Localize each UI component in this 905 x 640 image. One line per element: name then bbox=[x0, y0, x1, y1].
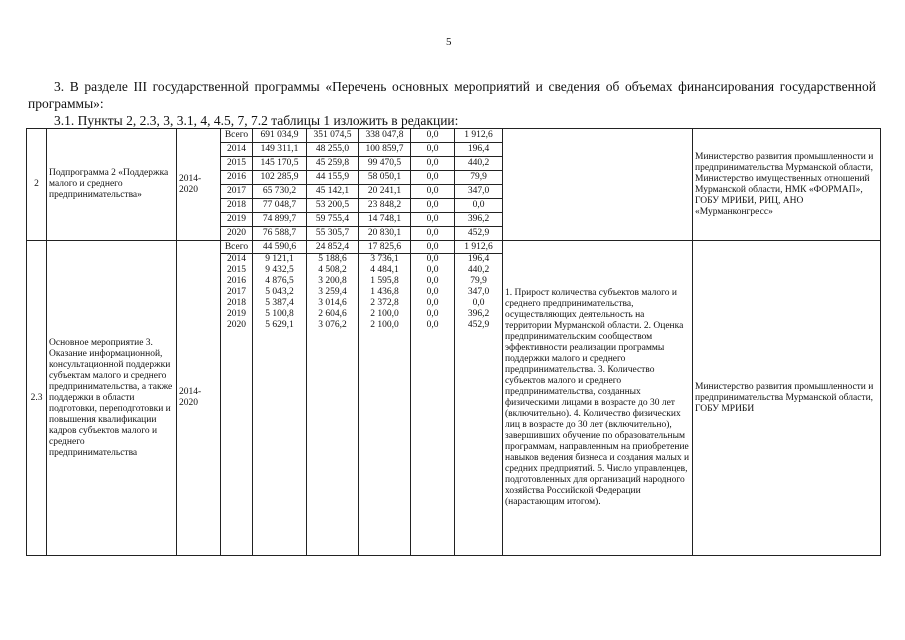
year-cell: 2018 bbox=[221, 199, 253, 213]
value-line: 2 100,0 bbox=[370, 309, 399, 319]
value-line: 396,2 bbox=[467, 309, 490, 319]
value-line: 2014 bbox=[227, 254, 246, 264]
extra-cell: 1 912,6 bbox=[455, 241, 503, 254]
year-cell: 2014 bbox=[221, 143, 253, 157]
value-line: 3 076,2 bbox=[318, 320, 347, 330]
regional-cell: 99 470,5 bbox=[359, 157, 411, 171]
extra-cell: 440,2 bbox=[455, 157, 503, 171]
total-cell: 145 170,5 bbox=[253, 157, 307, 171]
value-line: 5 188,6 bbox=[318, 254, 347, 264]
extra-cell: 1 912,6 bbox=[455, 129, 503, 143]
value-line: 1 595,8 bbox=[370, 276, 399, 286]
row-2-3-group bbox=[27, 241, 881, 556]
value-line: 0,0 bbox=[426, 254, 439, 264]
federal-cell bbox=[307, 254, 359, 556]
value-line: 2017 bbox=[227, 287, 246, 297]
extra-cell bbox=[455, 254, 503, 556]
value-line: 3 014,6 bbox=[318, 298, 347, 308]
regional-cell: 17 825,6 bbox=[359, 241, 411, 254]
federal-cell: 45 142,1 bbox=[307, 185, 359, 199]
intro-paragraph: 3. В разделе III государственной программы «Перечень основных мероприятий и сведения об объемах финансирования государственной программы»: bbox=[28, 79, 876, 111]
value-line: 5 387,4 bbox=[265, 298, 294, 308]
total-cell: 102 285,9 bbox=[253, 171, 307, 185]
total-cell: 65 730,2 bbox=[253, 185, 307, 199]
value-line: 347,0 bbox=[467, 287, 490, 297]
value-line: 2 372,8 bbox=[370, 298, 399, 308]
value-line: 0,0 bbox=[426, 276, 439, 286]
total-cell: 74 899,7 bbox=[253, 213, 307, 227]
municipal-cell: 0,0 bbox=[411, 157, 455, 171]
extra-cell: 79,9 bbox=[455, 171, 503, 185]
regional-cell: 20 830,1 bbox=[359, 227, 411, 241]
municipal-cell bbox=[411, 254, 455, 556]
value-line: 4 876,5 bbox=[265, 276, 294, 286]
value-line: 3 259,4 bbox=[318, 287, 347, 297]
value-line: 4 508,2 bbox=[318, 265, 347, 275]
value-line: 1 436,8 bbox=[370, 287, 399, 297]
value-line: 2018 bbox=[227, 298, 246, 308]
value-line: 2019 bbox=[227, 309, 246, 319]
value-line: 3 736,1 bbox=[370, 254, 399, 264]
total-cell: 77 048,7 bbox=[253, 199, 307, 213]
regional-cell: 23 848,2 bbox=[359, 199, 411, 213]
total-cell bbox=[253, 254, 307, 556]
extra-cell: 0,0 bbox=[455, 199, 503, 213]
value-line: 0,0 bbox=[426, 320, 439, 330]
municipal-cell: 0,0 bbox=[411, 129, 455, 143]
federal-cell: 24 852,4 bbox=[307, 241, 359, 254]
municipal-cell: 0,0 bbox=[411, 185, 455, 199]
row-indicators bbox=[503, 129, 693, 241]
value-line: 196,4 bbox=[467, 254, 490, 264]
value-line: 4 484,1 bbox=[370, 265, 399, 275]
table-row bbox=[27, 129, 881, 143]
year-cell: Всего bbox=[221, 129, 253, 143]
value-line: 9 121,1 bbox=[265, 254, 294, 264]
row-index: 2.3 bbox=[27, 241, 47, 556]
municipal-cell: 0,0 bbox=[411, 213, 455, 227]
value-line: 0,0 bbox=[472, 298, 485, 308]
value-line: 2 604,6 bbox=[318, 309, 347, 319]
value-line: 2020 bbox=[227, 320, 246, 330]
year-cell: 2016 bbox=[221, 171, 253, 185]
value-line: 79,9 bbox=[470, 276, 487, 286]
year-cell: 2017 bbox=[221, 185, 253, 199]
value-line: 3 200,8 bbox=[318, 276, 347, 286]
row-period: 2014-2020 bbox=[177, 129, 221, 241]
row-name: Основное мероприятие 3. Оказание информационной, консультационной поддержки субъектам малого и среднего предпринимательства, а также поддержки в области подготовки, переподготовки и повышения квалификации кадров субъектов малого и среднего предпринимательства bbox=[47, 241, 177, 556]
value-line: 2 100,0 bbox=[370, 320, 399, 330]
row-executors: Министерство развития промышленности и предпринимательства Мурманской области, ГОБУ МРИБИ bbox=[693, 241, 881, 556]
value-line: 5 043,2 bbox=[265, 287, 294, 297]
federal-cell: 45 259,8 bbox=[307, 157, 359, 171]
value-line: 9 432,5 bbox=[265, 265, 294, 275]
row-2-group bbox=[27, 129, 881, 241]
federal-cell: 351 074,5 bbox=[307, 129, 359, 143]
value-line: 0,0 bbox=[426, 298, 439, 308]
value-line: 5 100,8 bbox=[265, 309, 294, 319]
regional-cell: 100 859,7 bbox=[359, 143, 411, 157]
total-cell: 149 311,1 bbox=[253, 143, 307, 157]
municipal-cell: 0,0 bbox=[411, 143, 455, 157]
value-line: 2015 bbox=[227, 265, 246, 275]
row-index: 2 bbox=[27, 129, 47, 241]
value-line: 0,0 bbox=[426, 309, 439, 319]
federal-cell: 53 200,5 bbox=[307, 199, 359, 213]
extra-cell: 452,9 bbox=[455, 227, 503, 241]
extra-cell: 347,0 bbox=[455, 185, 503, 199]
year-cell: 2019 bbox=[221, 213, 253, 227]
municipal-cell: 0,0 bbox=[411, 227, 455, 241]
regional-cell: 338 047,8 bbox=[359, 129, 411, 143]
regional-cell bbox=[359, 254, 411, 556]
total-cell: 76 588,7 bbox=[253, 227, 307, 241]
program-table bbox=[26, 128, 881, 556]
value-line: 452,9 bbox=[467, 320, 490, 330]
extra-cell: 196,4 bbox=[455, 143, 503, 157]
federal-cell: 55 305,7 bbox=[307, 227, 359, 241]
row-indicators: 1. Прирост количества субъектов малого и среднего предпринимательства, осуществляющих деятельность на территории Мурманской области. 2. Оценка предпринимательским сообществом эффективности реализации программы поддержки малого и среднего предпринимательства. 3. Количество субъектов малого и среднего предпринимательства, созданных физическими лицами в возрасте до 30 лет (включительно). 4. Количество физических лиц в возрасте до 30 лет (включительно), завершивших обучение по образовательным программам, направленным на приобретение навыков ведения бизнеса и создания малых и средних предприятий. 5. Число управленцев, подготовленных для организаций народного хозяйства Российской Федерации (нарастающим итогом). bbox=[503, 241, 693, 556]
municipal-cell: 0,0 bbox=[411, 241, 455, 254]
year-cell: Всего bbox=[221, 241, 253, 254]
total-cell: 44 590,6 bbox=[253, 241, 307, 254]
regional-cell: 58 050,1 bbox=[359, 171, 411, 185]
regional-cell: 14 748,1 bbox=[359, 213, 411, 227]
value-line: 5 629,1 bbox=[265, 320, 294, 330]
extra-cell: 396,2 bbox=[455, 213, 503, 227]
municipal-cell: 0,0 bbox=[411, 171, 455, 185]
value-line: 440,2 bbox=[467, 265, 490, 275]
year-cell: 2020 bbox=[221, 227, 253, 241]
year-cell: 2015 bbox=[221, 157, 253, 171]
row-name: Подпрограмма 2 «Поддержка малого и среднего предпринимательства» bbox=[47, 129, 177, 241]
table-row bbox=[27, 241, 881, 254]
regional-cell: 20 241,1 bbox=[359, 185, 411, 199]
sub-paragraph: 3.1. Пункты 2, 2.3, 3, 3.1, 4, 4.5, 7, 7.2 таблицы 1 изложить в редакции: bbox=[54, 113, 459, 128]
federal-cell: 48 255,0 bbox=[307, 143, 359, 157]
value-line: 0,0 bbox=[426, 265, 439, 275]
value-line: 2016 bbox=[227, 276, 246, 286]
row-executors: Министерство развития промышленности и предпринимательства Мурманской области, Министерство имущественных отношений Мурманской области, НМК «ФОРМАП», ГОБУ МРИБИ, РИЦ, АНО «Мурманконгресс» bbox=[693, 129, 881, 241]
row-period: 2014-2020 bbox=[177, 241, 221, 556]
municipal-cell: 0,0 bbox=[411, 199, 455, 213]
federal-cell: 59 755,4 bbox=[307, 213, 359, 227]
federal-cell: 44 155,9 bbox=[307, 171, 359, 185]
value-line: 0,0 bbox=[426, 287, 439, 297]
year-cell bbox=[221, 254, 253, 556]
total-cell: 691 034,9 bbox=[253, 129, 307, 143]
page-number: 5 bbox=[446, 36, 452, 48]
